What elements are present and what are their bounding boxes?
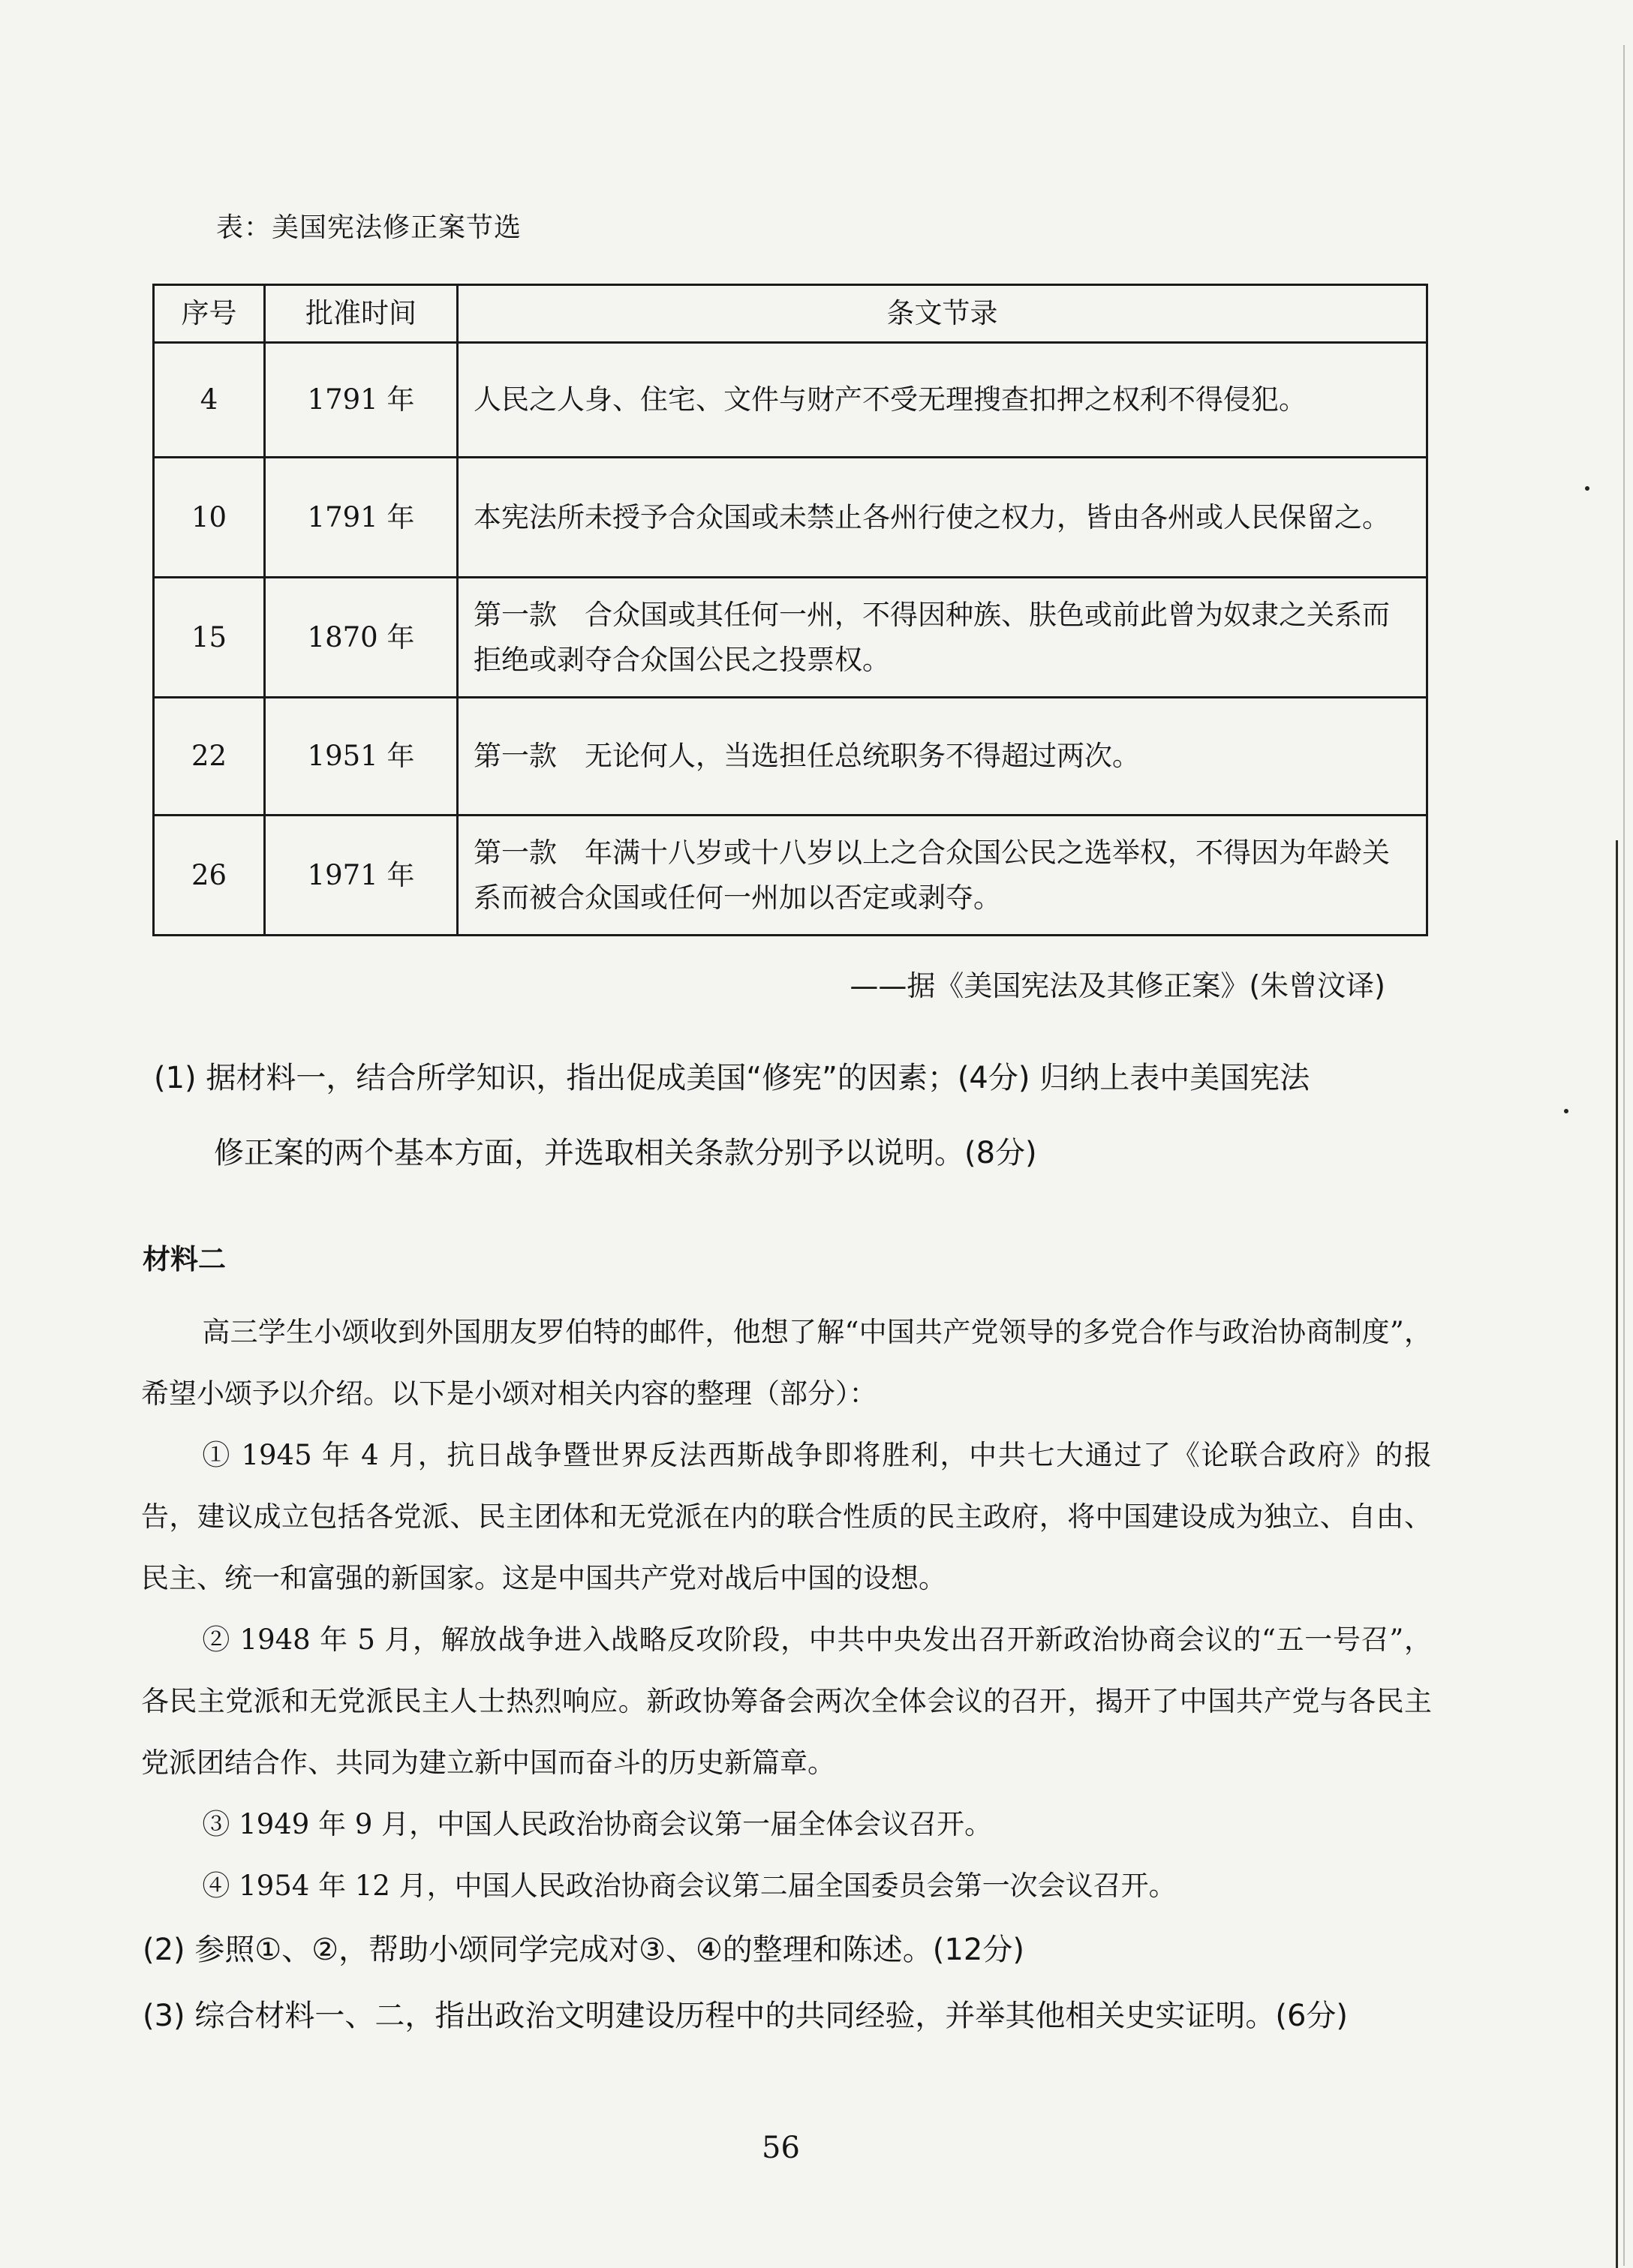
row-date: 1791 年: [265, 343, 458, 458]
scan-speck: [1585, 486, 1589, 491]
material-2-body: [141, 1302, 1432, 1917]
material-2-item-2: ② 1948 年 5 月，解放战争进入战略反攻阶段，中共中央发出召开新政治协商会议的“五一号召”，各民主党派和无党派民主人士热烈响应。新政协筹备会两次全体会议的召开，揭开了中国共产党与各民主党派团结合作、共同为建立新中国而奋斗的历史新篇章。: [141, 1624, 1432, 1779]
amendments-table: [152, 284, 1428, 936]
row-number: 4: [154, 343, 265, 458]
row-text: 本宪法所未授予合众国或未禁止各州行使之权力，皆由各州或人民保留之。: [458, 458, 1427, 578]
page-number: 56: [762, 2131, 800, 2165]
question-3: (3) 综合材料一、二，指出政治文明建设历程中的共同经验，并举其他相关史实证明。(6分): [143, 1999, 1349, 2033]
row-number: 10: [154, 458, 265, 578]
questions-2-3: [143, 1917, 1441, 2049]
row-date: 1971 年: [265, 816, 458, 936]
material-2-item-1: ① 1945 年 4 月，抗日战争暨世界反法西斯战争即将胜利，中共七大通过了《论联合政府》的报告，建议成立包括各党派、民主团体和无党派在内的联合性质的民主政府，将中国建设成为独立、自由、民主、统一和富强的新国家。这是中国共产党对战后中国的设想。: [141, 1439, 1432, 1594]
question-1: [154, 1041, 1445, 1191]
header-number: 序号: [154, 285, 265, 343]
scan-speck: [1564, 1109, 1568, 1113]
row-date: 1791 年: [265, 458, 458, 578]
scan-edge-line-light: [1623, 45, 1625, 2266]
material-2-item-3: ③ 1949 年 9 月，中国人民政治协商会议第一届全体会议召开。: [202, 1808, 993, 1840]
row-number: 22: [154, 698, 265, 816]
table-row: [154, 578, 1427, 698]
question-1-line1: (1) 据材料一，结合所学知识，指出促成美国“修宪”的因素；(4分) 归纳上表中美国宪法: [154, 1061, 1310, 1095]
row-text: 第一款 合众国或其任何一州，不得因种族、肤色或前此曾为奴隶之关系而拒绝或剥夺合众国公民之投票权。: [458, 578, 1427, 698]
header-date: 批准时间: [265, 285, 458, 343]
table-caption: 表：美国宪法修正案节选: [216, 212, 522, 243]
table-row: [154, 698, 1427, 816]
row-text: 第一款 年满十八岁或十八岁以上之合众国公民之选举权，不得因为年龄关系而被合众国或任何一州加以否定或剥夺。: [458, 816, 1427, 936]
row-text: 人民之人身、住宅、文件与财产不受无理搜查扣押之权利不得侵犯。: [458, 343, 1427, 458]
question-1-line2: 修正案的两个基本方面，并选取相关条款分别予以说明。(8分): [214, 1136, 1037, 1170]
material-2-item-4: ④ 1954 年 12 月，中国人民政治协商会议第二届全国委员会第一次会议召开。: [202, 1870, 1177, 1902]
table-source-citation: ——据《美国宪法及其修正案》(朱曾汶译): [850, 969, 1385, 1002]
material-2-title: 材料二: [143, 1243, 226, 1275]
row-number: 15: [154, 578, 265, 698]
material-2-intro: 高三学生小颂收到外国朋友罗伯特的邮件，他想了解“中国共产党领导的多党合作与政治协商制度”，希望小颂予以介绍。以下是小颂对相关内容的整理（部分）：: [141, 1316, 1432, 1410]
table-row: [154, 343, 1427, 458]
row-text: 第一款 无论何人，当选担任总统职务不得超过两次。: [458, 698, 1427, 816]
scan-edge-line: [1616, 840, 1618, 2268]
header-text: 条文节录: [458, 285, 1427, 343]
question-2: (2) 参照①、②，帮助小颂同学完成对③、④的整理和陈述。(12分): [143, 1933, 1024, 1967]
table-row: [154, 458, 1427, 578]
table-header-row: [154, 285, 1427, 343]
row-date: 1951 年: [265, 698, 458, 816]
row-date: 1870 年: [265, 578, 458, 698]
row-number: 26: [154, 816, 265, 936]
table-row: [154, 816, 1427, 936]
